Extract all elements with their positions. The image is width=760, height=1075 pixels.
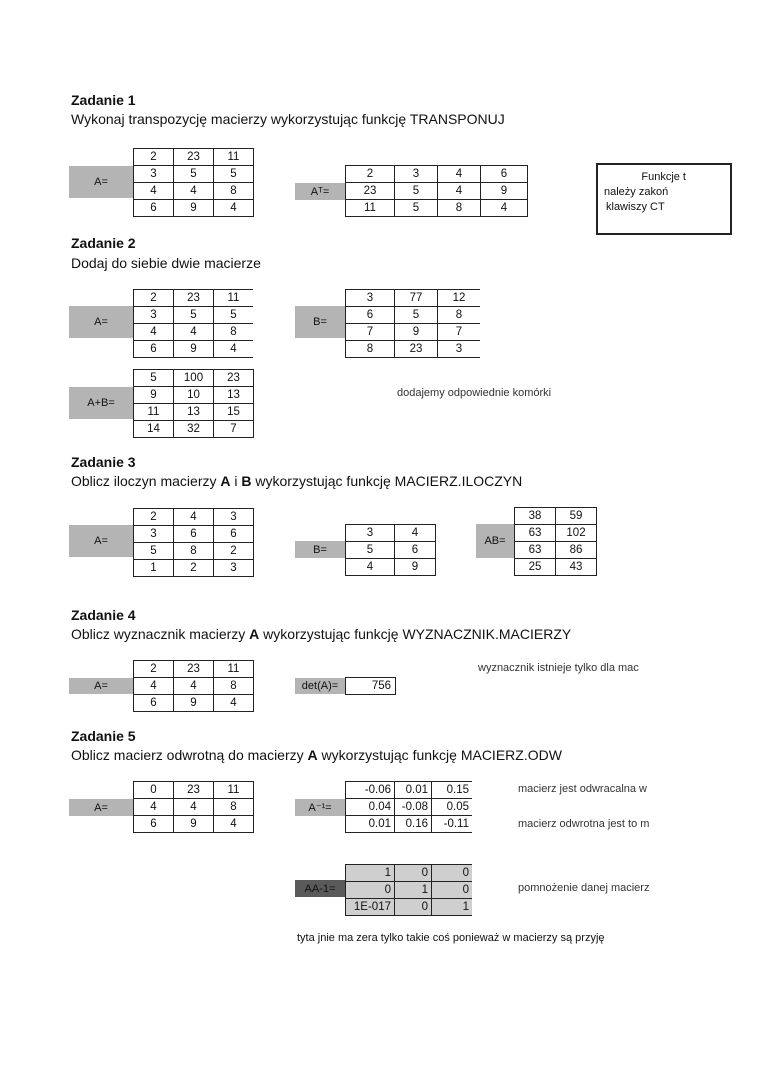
matrix-cell: 77 <box>395 290 438 307</box>
matrix-cell: 43 <box>556 559 597 576</box>
matrix-row <box>346 166 528 183</box>
matrix-cell: 2 <box>134 661 174 678</box>
matrix-cell: 4 <box>214 341 254 358</box>
task3-b-label: B= <box>295 541 345 558</box>
matrix-cell: 2 <box>214 543 254 560</box>
matrix-cell: 4 <box>214 200 254 217</box>
matrix-cell: 2 <box>134 509 174 526</box>
matrix-cell: 7 <box>346 324 395 341</box>
matrix-cell: 4 <box>174 678 214 695</box>
matrix-row <box>346 324 481 341</box>
matrix-cell: 9 <box>395 324 438 341</box>
matrix-cell: 5 <box>214 307 254 324</box>
matrix-cell: 6 <box>481 166 528 183</box>
matrix-cell: 14 <box>134 421 174 438</box>
matrix-cell: 9 <box>395 559 436 576</box>
task3-title: Zadanie 3 <box>71 454 136 470</box>
matrix-row <box>346 865 473 882</box>
task1-hint-box <box>596 163 732 235</box>
matrix-row <box>515 525 597 542</box>
matrix-row <box>346 341 481 358</box>
matrix-cell: 6 <box>134 200 174 217</box>
matrix-row <box>134 290 254 307</box>
matrix-cell: 6 <box>346 307 395 324</box>
matrix-cell: 5 <box>174 166 214 183</box>
matrix-cell: 4 <box>481 200 528 217</box>
task2-title: Zadanie 2 <box>71 235 136 251</box>
matrix-cell: 102 <box>556 525 597 542</box>
matrix-cell: 11 <box>214 661 254 678</box>
task2-note: dodajemy odpowiednie komórki <box>397 387 552 399</box>
matrix-cell: 6 <box>134 341 174 358</box>
matrix-cell: 2 <box>134 290 174 307</box>
matrix-cell: 8 <box>214 678 254 695</box>
matrix-cell: 0.16 <box>395 816 432 833</box>
task5-description <box>71 747 562 763</box>
matrix-cell: 4 <box>174 324 214 341</box>
task5-desc-a: A <box>307 747 318 763</box>
task3-matrix-a <box>133 508 254 577</box>
task5-matrix-a <box>133 781 254 833</box>
matrix-cell: 11 <box>214 149 254 166</box>
task1-hint-box-clip <box>596 163 686 235</box>
matrix-cell: 23 <box>174 661 214 678</box>
task4-matrix-a <box>133 660 254 712</box>
task4-desc-a: A <box>249 626 260 642</box>
matrix-cell: 8 <box>214 183 254 200</box>
task5-note-2: macierz odwrotna jest to m <box>518 818 650 830</box>
task5-note3-clip <box>518 880 678 898</box>
matrix-cell: 86 <box>556 542 597 559</box>
matrix-cell: 0 <box>432 882 473 899</box>
matrix-cell: 8 <box>174 543 214 560</box>
matrix-cell: 4 <box>438 183 481 200</box>
task1-a-label: A= <box>69 166 133 198</box>
matrix-cell: 4 <box>214 816 254 833</box>
matrix-cell: 10 <box>174 387 214 404</box>
matrix-cell: 4 <box>174 183 214 200</box>
matrix-row <box>134 183 254 200</box>
matrix-cell: 3 <box>395 166 438 183</box>
matrix-row <box>134 166 254 183</box>
matrix-cell: 3 <box>438 341 481 358</box>
matrix-cell: 5 <box>174 307 214 324</box>
task2-sum-label: A+B= <box>69 387 133 419</box>
task3-a-label: A= <box>69 525 133 557</box>
task4-det-label: det(A)= <box>295 678 345 694</box>
task4-desc-pre: Oblicz wyznacznik macierzy <box>71 626 250 642</box>
matrix-row <box>134 678 254 695</box>
matrix-cell: 8 <box>346 341 395 358</box>
matrix-row <box>346 899 473 916</box>
matrix-row <box>346 882 473 899</box>
matrix-cell: 7 <box>438 324 481 341</box>
matrix-cell: 3 <box>346 290 395 307</box>
matrix-row <box>346 559 436 576</box>
matrix-cell: 23 <box>346 183 395 200</box>
matrix-row <box>346 200 528 217</box>
matrix-row <box>346 542 436 559</box>
task3-desc-b: B <box>241 473 252 489</box>
matrix-cell: 6 <box>134 695 174 712</box>
matrix-cell: 8 <box>214 799 254 816</box>
matrix-row <box>346 183 528 200</box>
matrix-cell: 9 <box>134 387 174 404</box>
matrix-cell: 100 <box>174 370 214 387</box>
matrix-cell: 11 <box>214 290 254 307</box>
matrix-cell: 11 <box>134 404 174 421</box>
matrix-cell: 0 <box>346 882 395 899</box>
matrix-cell: 9 <box>174 341 214 358</box>
matrix-cell: 9 <box>174 695 214 712</box>
matrix-cell: 12 <box>438 290 481 307</box>
matrix-row <box>134 816 254 833</box>
task5-footer-clip <box>297 930 678 948</box>
matrix-row <box>346 816 473 833</box>
matrix-cell: 9 <box>174 816 214 833</box>
matrix-row <box>515 508 597 525</box>
matrix-cell: 38 <box>515 508 556 525</box>
task5-note-3: pomnożenie danej macierz <box>518 882 650 894</box>
matrix-cell: 6 <box>134 816 174 833</box>
matrix-cell: 4 <box>438 166 481 183</box>
matrix-cell: 7 <box>214 421 254 438</box>
task2-description: Dodaj do siebie dwie macierze <box>71 255 261 271</box>
matrix-row <box>134 526 254 543</box>
matrix-cell: 8 <box>438 307 481 324</box>
matrix-cell: 4 <box>134 799 174 816</box>
matrix-cell: 32 <box>174 421 214 438</box>
task5-a-label: A= <box>69 799 133 816</box>
matrix-cell: 4 <box>134 678 174 695</box>
task2-matrix-sum <box>133 369 254 438</box>
matrix-cell: 1 <box>395 882 432 899</box>
matrix-row <box>134 324 254 341</box>
matrix-row <box>134 200 254 217</box>
matrix-cell: 0 <box>134 782 174 799</box>
matrix-row <box>346 525 436 542</box>
task4-note: wyznacznik istnieje tylko dla mac <box>478 662 639 674</box>
task1-description: Wykonaj transpozycję macierzy wykorzystując funkcję TRANSPONUJ <box>71 111 505 127</box>
matrix-cell: 0 <box>432 865 473 882</box>
matrix-cell: 5 <box>395 183 438 200</box>
task1-at-label: Aᵀ= <box>295 183 345 200</box>
matrix-row <box>134 307 254 324</box>
task1-title: Zadanie 1 <box>71 92 136 108</box>
matrix-cell: 5 <box>134 370 174 387</box>
matrix-cell: 23 <box>174 149 214 166</box>
matrix-cell: 11 <box>346 200 395 217</box>
task4-desc-post: wykorzystując funkcję WYZNACZNIK.MACIERZY <box>259 626 572 642</box>
matrix-row <box>134 509 254 526</box>
task2-a-label: A= <box>69 306 133 338</box>
matrix-row <box>134 387 254 404</box>
task4-det-value: 756 <box>345 677 396 695</box>
matrix-cell: 23 <box>214 370 254 387</box>
matrix-cell: 6 <box>395 542 436 559</box>
matrix-cell: 0.01 <box>395 782 432 799</box>
task3-desc-mid: i <box>230 473 242 489</box>
matrix-cell: 2 <box>346 166 395 183</box>
matrix-cell: 0.15 <box>432 782 473 799</box>
matrix-cell: 23 <box>174 290 214 307</box>
matrix-cell: 15 <box>214 404 254 421</box>
matrix-row <box>134 799 254 816</box>
task5-footer-note: tyta jnie ma zera tylko takie coś ponieważ w macierzy są przyję <box>297 932 605 944</box>
matrix-cell: 11 <box>214 782 254 799</box>
task3-description <box>71 473 522 489</box>
hint-line-1: Funkcje t <box>641 171 686 183</box>
matrix-cell: -0.11 <box>432 816 473 833</box>
matrix-cell: 3 <box>214 509 254 526</box>
task5-matrix-product <box>345 864 472 916</box>
task3-matrix-ab <box>514 507 597 576</box>
task1-matrix-a <box>133 148 254 217</box>
task3-ab-label: AB= <box>476 524 514 558</box>
task3-matrix-b <box>345 524 436 576</box>
matrix-cell: 13 <box>214 387 254 404</box>
matrix-cell: 3 <box>134 526 174 543</box>
matrix-cell: 0.04 <box>346 799 395 816</box>
task3-desc-a: A <box>220 473 231 489</box>
matrix-cell: 0.01 <box>346 816 395 833</box>
task5-matrix-inverse <box>345 781 472 833</box>
matrix-cell: 5 <box>395 200 438 217</box>
task2-matrix-a <box>133 289 253 358</box>
matrix-cell: -0.06 <box>346 782 395 799</box>
matrix-cell: 63 <box>515 542 556 559</box>
matrix-row <box>134 421 254 438</box>
matrix-cell: 4 <box>174 799 214 816</box>
matrix-cell: 1E-017 <box>346 899 395 916</box>
matrix-cell: 4 <box>395 525 436 542</box>
task3-desc-post: wykorzystując funkcję MACIERZ.ILOCZYN <box>251 473 523 489</box>
matrix-cell: 8 <box>214 324 254 341</box>
matrix-cell: 3 <box>134 166 174 183</box>
matrix-row <box>134 695 254 712</box>
matrix-cell: 5 <box>134 543 174 560</box>
matrix-cell: 5 <box>395 307 438 324</box>
matrix-cell: 0.05 <box>432 799 473 816</box>
matrix-row <box>134 543 254 560</box>
matrix-cell: 59 <box>556 508 597 525</box>
matrix-cell: 4 <box>346 559 395 576</box>
matrix-row <box>134 661 254 678</box>
matrix-cell: 1 <box>432 899 473 916</box>
matrix-row <box>346 782 473 799</box>
task4-description <box>71 626 571 642</box>
matrix-cell: -0.08 <box>395 799 432 816</box>
matrix-cell: 25 <box>515 559 556 576</box>
task1-matrix-at <box>345 165 528 217</box>
matrix-row <box>346 290 481 307</box>
task4-note-clip <box>478 660 678 678</box>
task5-note-1: macierz jest odwracalna w <box>518 783 647 795</box>
matrix-cell: 6 <box>174 526 214 543</box>
matrix-row <box>134 149 254 166</box>
hint-line-2: należy zakoń <box>604 186 669 198</box>
task5-desc-pre: Oblicz macierz odwrotną do macierzy <box>71 747 308 763</box>
matrix-cell: 13 <box>174 404 214 421</box>
matrix-cell: 6 <box>214 526 254 543</box>
matrix-row <box>515 559 597 576</box>
matrix-cell: 4 <box>174 509 214 526</box>
matrix-row <box>515 542 597 559</box>
task5-prod-label: AA-1= <box>295 880 345 897</box>
matrix-row <box>134 782 254 799</box>
matrix-row <box>134 404 254 421</box>
matrix-cell: 0 <box>395 899 432 916</box>
matrix-row <box>134 370 254 387</box>
matrix-cell: 3 <box>134 307 174 324</box>
task2-b-label: B= <box>295 306 345 338</box>
hint-line-3: klawiszy CT <box>606 201 665 213</box>
matrix-cell: 5 <box>214 166 254 183</box>
matrix-cell: 23 <box>395 341 438 358</box>
matrix-cell: 9 <box>174 200 214 217</box>
matrix-cell: 4 <box>134 324 174 341</box>
task5-notes-clip <box>518 780 678 840</box>
task4-title: Zadanie 4 <box>71 607 136 623</box>
task5-inv-label: A⁻¹= <box>295 799 345 816</box>
matrix-cell: 3 <box>346 525 395 542</box>
matrix-cell: 1 <box>134 560 174 577</box>
task2-matrix-b <box>345 289 480 358</box>
matrix-row <box>346 799 473 816</box>
matrix-cell: 3 <box>214 560 254 577</box>
matrix-cell: 23 <box>174 782 214 799</box>
task4-a-label: A= <box>69 678 133 694</box>
matrix-row <box>134 560 254 577</box>
matrix-cell: 1 <box>346 865 395 882</box>
matrix-row <box>134 341 254 358</box>
matrix-cell: 8 <box>438 200 481 217</box>
task5-title: Zadanie 5 <box>71 728 136 744</box>
task3-desc-pre: Oblicz iloczyn macierzy <box>71 473 221 489</box>
matrix-cell: 9 <box>481 183 528 200</box>
matrix-cell: 2 <box>134 149 174 166</box>
matrix-cell: 4 <box>214 695 254 712</box>
matrix-cell: 4 <box>134 183 174 200</box>
matrix-cell: 2 <box>174 560 214 577</box>
matrix-cell: 63 <box>515 525 556 542</box>
matrix-cell: 0 <box>395 865 432 882</box>
task5-desc-post: wykorzystując funkcję MACIERZ.ODW <box>317 747 562 763</box>
matrix-cell: 5 <box>346 542 395 559</box>
matrix-row <box>346 307 481 324</box>
